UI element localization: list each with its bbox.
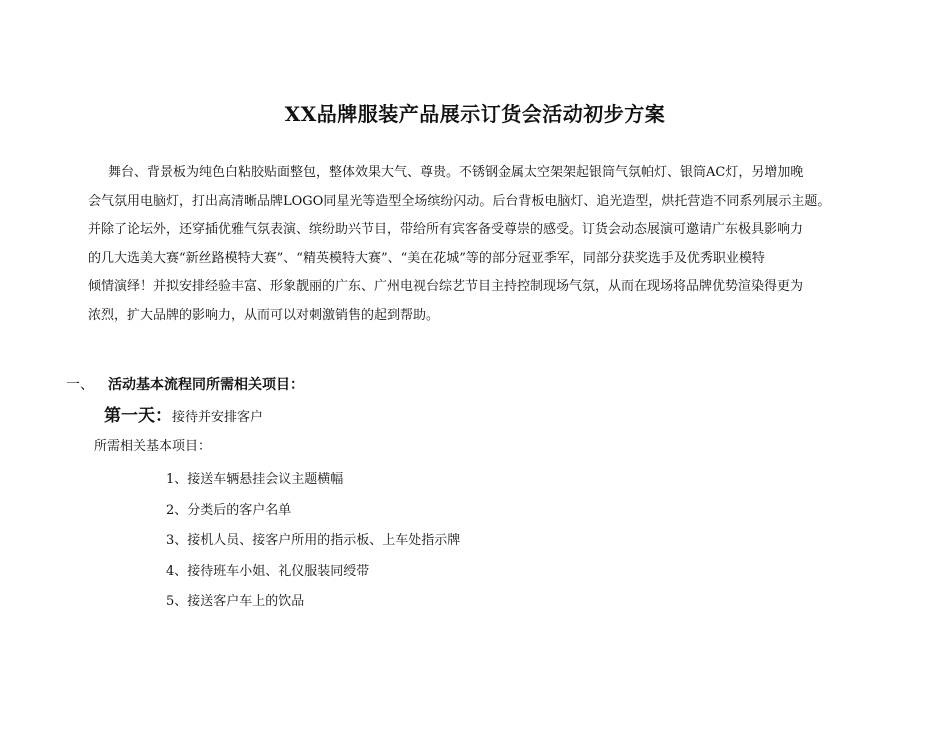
list-item: 1、接送车辆悬挂会议主题横幅 <box>166 472 344 487</box>
section-number: 一、 <box>66 377 94 393</box>
required-items-list <box>166 465 460 618</box>
required-items-label: 所需相关基本项目： <box>94 439 212 454</box>
day-line <box>104 402 263 432</box>
list-item: 2、分类后的客户名单 <box>166 502 292 518</box>
intro-line-2: 会气氛用电脑灯，打出高清晰品牌LOGO同星光等造型全场缤纷闪动。后台背板电脑灯、追光造型，烘托营造不同系列展示主题。 <box>88 193 831 209</box>
intro-line-3: 并除了论坛外，还穿插优雅气氛表演、缤纷助兴节目，带给所有宾客备受尊崇的感受。订货会动态展演可邀请广东极具影响力 <box>88 222 804 238</box>
document-title: XX品牌服装产品展示订货会活动初步方案 <box>284 102 666 126</box>
intro-line-1: 舞台、背景板为纯色白粘胶贴面整包，整体效果大气、尊贵。不锈钢金属太空架架起银筒气氛帕灯、银筒AC灯，另增加晚 <box>108 165 804 180</box>
intro-line-5: 倾情演绎！并拟安排经验丰富、形象靓丽的广东、广州电视台综艺节目主持控制现场气氛，从而在现场将品牌优势渲染得更为 <box>88 279 804 295</box>
intro-paragraph <box>88 159 908 331</box>
intro-line-6: 浓烈，扩大品牌的影响力，从而可以对刺激销售的起到帮助。 <box>88 307 440 323</box>
section-heading <box>66 373 304 397</box>
section-heading-text: 活动基本流程同所需相关项目： <box>108 377 304 393</box>
intro-line-4: 的几大选美大赛“新丝路模特大赛”、“精英模特大赛”、“美在花城”等的部分冠亚季军，同部分获奖选手及优秀职业模特 <box>88 250 765 266</box>
list-item: 4、接待班车小姐、礼仪服装同绶带 <box>166 563 370 579</box>
list-item: 5、接送客户车上的饮品 <box>166 594 305 609</box>
list-item: 3、接机人员、接客户所用的指示板、上车处指示牌 <box>166 533 461 548</box>
day-title: 第一天： <box>104 406 172 426</box>
day-description: 接待并安排客户 <box>172 410 264 425</box>
